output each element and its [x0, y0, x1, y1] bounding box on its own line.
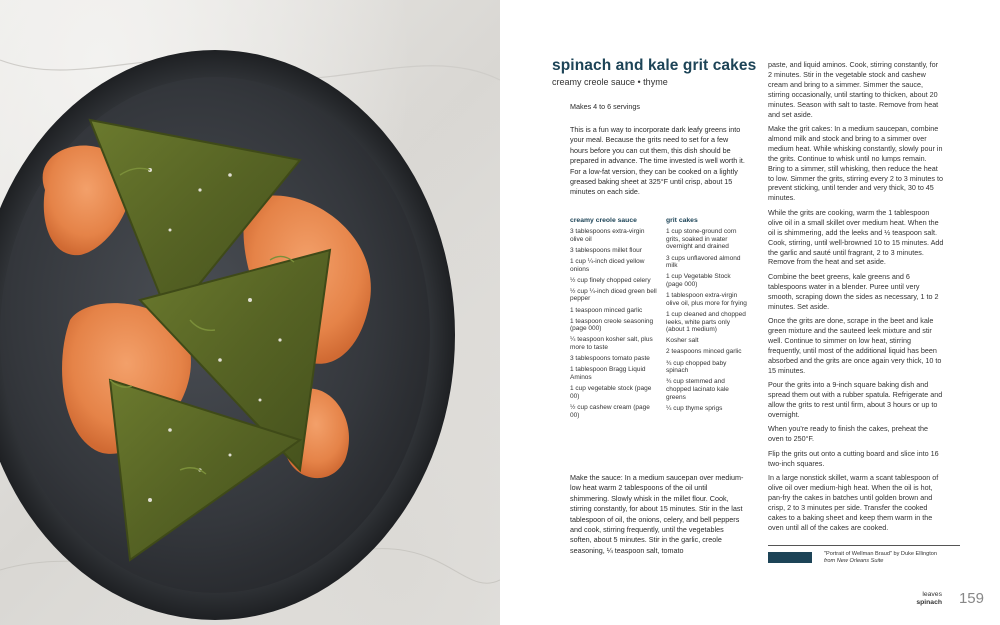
ingredient-item: ½ cup cashew cream (page 00): [570, 403, 650, 419]
method-paragraph: Once the grits are done, scrape in the beet and kale green mixture and the sauteed leek mixture and stir well. Continue to simmer on low heat, stirring frequently, until most of the additional liquid has been absorbed and the grits are once again very thick, 10 to 15 minutes.: [768, 316, 942, 375]
method-paragraph: In a large nonstick skillet, warm a scant tablespoon of olive oil over medium-high heat. When the oil is hot, pan-fry the cakes in batches until golden brown and crisp, 2 to 3 minutes per side. Transfer the cooked cakes to a baking sheet and keep them warm in the oven until all of the cakes are cooked.: [768, 473, 939, 532]
method-paragraph: Flip the grits out onto a cutting board and slice into 16 two-inch squares.: [768, 448, 939, 468]
ingredient-item: 1 cup Vegetable Stock (page 000): [666, 273, 731, 288]
recipe-page: [500, 0, 1000, 625]
caption-text: "Portrait of Wellman Braud" by Duke Ellington: [824, 551, 937, 557]
ingredient-item: ½ cup finely chopped celery: [570, 276, 651, 284]
music-caption: [824, 551, 964, 565]
method-paragraph: When you're ready to finish the cakes, preheat the oven to 250°F.: [768, 424, 928, 444]
recipe-subtitle: creamy creole sauce • thyme: [552, 77, 668, 87]
method-paragraph: paste, and liquid aminos. Cook, stirring constantly, for 2 minutes. Stir in the vegetable stock and cashew cream and bring to a simmer. Simmer the sauce, stirring occasionally, until starting to thicken, about 20 minutes. Season with salt to taste. Remove from heat and set aside.: [768, 60, 939, 119]
ingredient-item: ¼ teaspoon kosher salt, plus more to taste: [570, 336, 653, 352]
recipe-yield: Makes 4 to 6 servings: [570, 102, 640, 111]
method-paragraph: Make the grit cakes: In a medium saucepan, combine almond milk and stock and bring to a simmer over medium heat. While whisking constantly, slowly pour in the grits. Continue to whisk until no lumps remain. Bring to a simmer, still whisking, then reduce the heat to low. Simmer the grits, stirring every 2 to 3 minutes to prevent sticking, until tender and very thick, 30 to 45 minutes.: [768, 124, 943, 203]
ingredient-item: 1 tablespoon Bragg Liquid Aminos: [570, 366, 646, 382]
method-column: [768, 60, 944, 537]
ingredient-item: ¼ cup thyme sprigs: [666, 404, 723, 412]
method-paragraph: While the grits are cooking, warm the 1 tablespoon olive oil in a small skillet over medium heat. When the oil is shimmering, add the leeks and ½ teaspoon salt. Cook, stirring, until well-browned 10 to 15 minutes. Add the garlic and sauté until fragrant, 2 to 3 minutes. Remove from the heat and set aside.: [768, 207, 944, 267]
ingredient-item: 3 cups unflavored almond milk: [666, 254, 741, 270]
ingredient-item: 3 tablespoons millet flour: [570, 246, 642, 254]
caption-source: from New Orleans Suite: [824, 557, 884, 564]
section-label: [916, 591, 942, 606]
ingredient-item: 3 tablespoons tomato paste: [570, 355, 650, 363]
grit-ingredient-list: [666, 217, 748, 416]
caption-divider: [768, 545, 960, 546]
method-paragraph: Pour the grits into a 9-inch square baking dish and spread them out with a rubber spatula. Refrigerate and allow the grits to rest until firm, about 3 hours or up to overnight.: [768, 380, 943, 419]
section-label-top: leaves: [922, 591, 942, 598]
grit-ingredients-heading: grit cakes: [666, 217, 698, 224]
sauce-ingredient-list: [570, 217, 658, 423]
recipe-title: spinach and kale grit cakes: [552, 57, 757, 74]
ingredient-item: 1 cup cleaned and chopped leeks, white parts only (about 1 medium): [666, 310, 746, 334]
caption-color-bar: [768, 552, 812, 563]
method-sauce: Make the sauce: In a medium saucepan over medium-low heat warm 2 tablespoons of the oil until shimmering. Slowly whisk in the millet flour. Cook, stirring constantly, for about 15 minutes. Stir in the last tablespoon of oil, the onions, celery, and bell peppers and cook, stirring frequently, until the vegetables soften, about 5 minutes. Stir in the garlic, creole seasoning, ¼ teaspoon salt, tomato: [570, 473, 744, 555]
ingredient-item: 1 cup vegetable stock (page 00): [570, 385, 652, 400]
ingredient-item: 1 cup stone-ground corn grits, soaked in water overnight and drained: [666, 228, 737, 251]
method-paragraph: Combine the beet greens, kale greens and 6 tablespoons water in a blender. Puree until very smooth, scraping down the sides as necessary, 1 to 2 minutes. Set aside.: [768, 271, 939, 311]
ingredient-item: 1 tablespoon extra-virgin olive oil, plus more for frying: [666, 292, 747, 307]
ingredient-item: Kosher salt: [666, 337, 699, 345]
ingredient-item: 1 cup ¼-inch diced yellow onions: [570, 257, 645, 273]
sauce-ingredients-heading: creamy creole sauce: [570, 217, 637, 224]
ingredient-item: 3 tablespoons extra-virgin olive oil: [570, 228, 645, 243]
ingredient-item: ¾ cup chopped baby spinach: [666, 359, 727, 375]
recipe-intro: This is a fun way to incorporate dark leafy greens into your meal. Because the grits need to set for a few hours before you can cut them, this dish should be prepared in advance. The time invested is well worth it. For a low-fat version, they can be cooked on a lightly greased baking sheet at 325°F until crisp, about 15 minutes on each side.: [570, 125, 745, 197]
ingredient-item: 1 teaspoon creole seasoning (page 000): [570, 317, 654, 333]
ingredient-item: ½ cup ¼-inch diced green bell pepper: [570, 287, 657, 303]
section-label-bottom: spinach: [916, 598, 942, 606]
ingredient-item: ¾ cup stemmed and chopped lacinato kale greens: [666, 378, 729, 401]
page-number: 159: [958, 590, 984, 607]
ingredient-item: 2 teaspoons minced garlic: [666, 348, 742, 356]
ingredient-item: 1 teaspoon minced garlic: [570, 306, 643, 314]
